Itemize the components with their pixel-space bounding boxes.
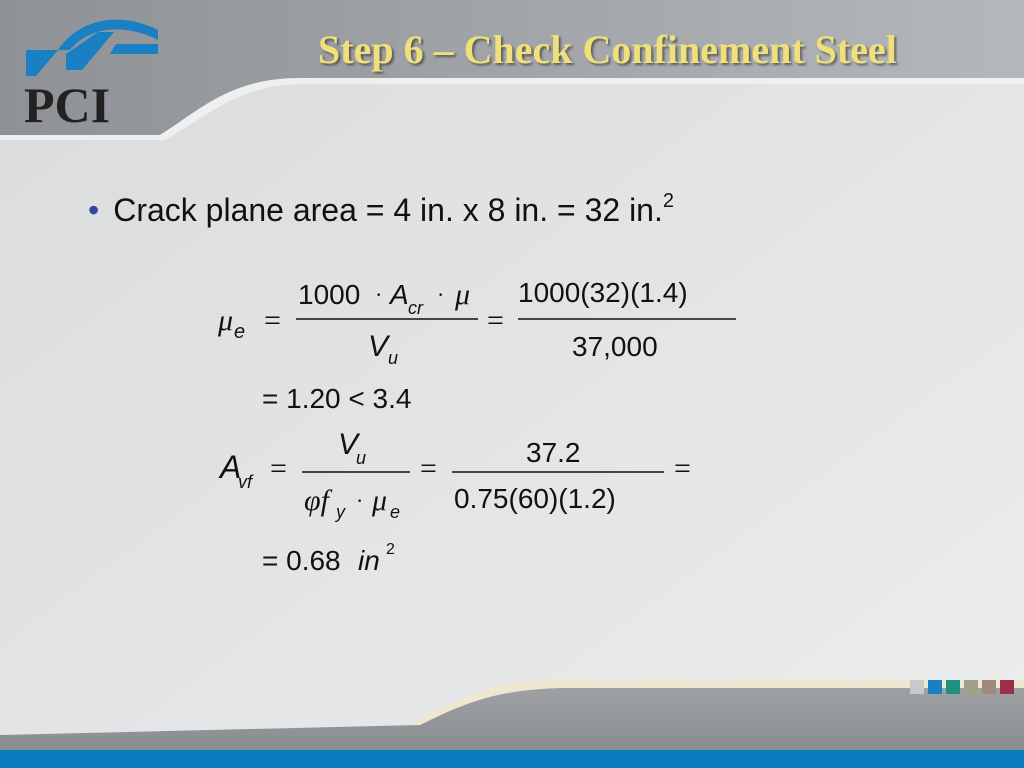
eq1-equals: = [264,304,281,337]
eq3-frac2-den: 0.75(60)(1.2) [454,483,616,514]
eq1-dot-2: · [437,282,445,307]
decorative-squares [910,680,1014,694]
eq1-frac2-num: 1000(32)(1.4) [518,277,688,308]
eq1-frac1-num-a: 1000 [298,279,361,310]
eq4-prefix: = 0.68 [262,545,341,576]
square-3 [946,680,960,694]
eq3-lhs: A [220,449,242,485]
eq1-frac2-den: 37,000 [572,331,658,362]
eq1-frac1-den: V [368,330,389,363]
square-2 [928,680,942,694]
eq3-dot: · [356,488,364,513]
eq2-text: = 1.20 < 3.4 [262,383,412,414]
eq3-equals-2: = [420,452,437,485]
square-6 [1000,680,1014,694]
eq1-equals-2: = [487,304,504,337]
bullet-dot: • [88,192,100,228]
square-1 [910,680,924,694]
square-4 [964,680,978,694]
slide-title: Step 6 – Check Confinement Steel [318,27,897,72]
eq1-dot-1: · [375,282,383,307]
eq3-trailing-equals: = [674,452,691,485]
square-5 [982,680,996,694]
bullet-text: Crack plane area = 4 in. x 8 in. = 32 in. [113,192,663,228]
eq3-frac2-num: 37.2 [526,437,581,468]
eq1-lhs-sub: e [234,321,246,343]
eq1-lhs: μ [218,304,234,337]
eq3-lhs-sub: vf [238,472,253,492]
equation-result [262,541,395,576]
eq1-frac1-num-b-sub: cr [408,298,423,318]
eq3-frac1-den-a-sub: y [336,502,345,522]
eq3-frac1-den-a: φf [304,484,329,517]
eq3-frac1-num: V [338,428,359,461]
eq3-frac1-den-b: μ [372,484,388,517]
eq1-frac1-num-c: μ [455,278,471,311]
eq1-frac1-den-sub: u [388,348,399,368]
equation-mu-e [217,277,736,368]
eq4-unit-sup: 2 [386,541,395,558]
eq4-unit: in [358,545,380,576]
eq1-frac1-num-b: A [390,279,409,310]
bullet-superscript: 2 [662,190,674,212]
eq3-equals: = [270,452,287,485]
eq3-frac1-num-sub: u [356,448,367,468]
eq3-frac1-den-b-sub: e [390,502,401,522]
equation-a-vf [218,428,691,522]
logo-text: PCI [24,77,111,130]
